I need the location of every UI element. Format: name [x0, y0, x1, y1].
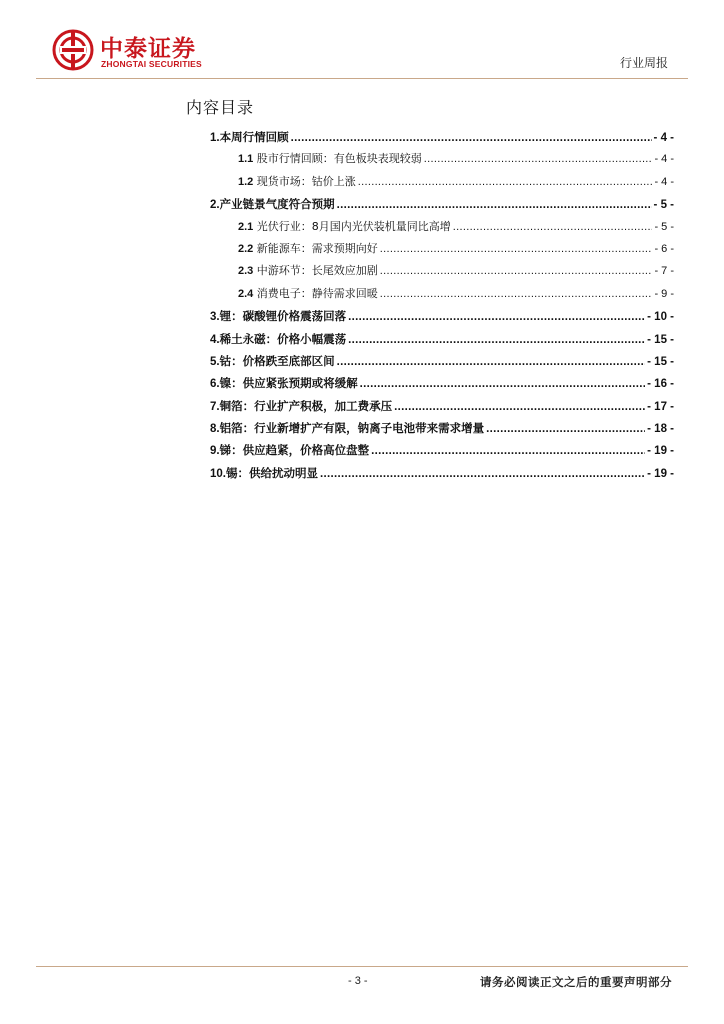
- footer-divider: [36, 966, 688, 967]
- brand-name-cn: 中泰证券: [100, 36, 196, 62]
- toc-item-page: - 4 -: [654, 153, 674, 166]
- toc-item-2-4[interactable]: [210, 283, 674, 305]
- toc-leader-dots: [291, 127, 652, 149]
- toc-item-page: - 7 -: [654, 265, 674, 278]
- toc-item-number: 2.: [210, 199, 220, 212]
- toc-item-page: - 6 -: [654, 242, 674, 255]
- toc-item-number: 9.: [210, 445, 220, 458]
- toc-item-2-2[interactable]: [210, 238, 674, 260]
- toc-item-page: - 9 -: [654, 287, 674, 300]
- toc-item-2-1[interactable]: [210, 216, 674, 238]
- toc-leader-dots: [380, 260, 653, 282]
- toc-item-label: 锡：供给扰动明显: [226, 465, 318, 480]
- toc-leader-dots: [358, 171, 653, 193]
- toc-item-4[interactable]: [210, 328, 674, 350]
- toc-item-page: - 15 -: [647, 333, 674, 346]
- toc-item-6[interactable]: [210, 372, 674, 394]
- toc-item-page: - 4 -: [654, 175, 674, 188]
- toc-item-3[interactable]: [210, 305, 674, 327]
- toc-leader-dots: [348, 329, 645, 351]
- table-of-contents: [210, 126, 674, 484]
- zhongtai-logo-icon: [52, 29, 94, 71]
- toc-item-10[interactable]: [210, 462, 674, 484]
- toc-item-number: 2.4: [238, 287, 254, 300]
- toc-item-page: - 5 -: [653, 199, 674, 212]
- footer-disclaimer-notice: 请务必阅读正文之后的重要声明部分: [480, 975, 672, 989]
- toc-leader-dots: [337, 351, 646, 373]
- page-header: [0, 0, 724, 80]
- toc-item-label: 锂：碳酸锂价格震荡回落: [219, 309, 347, 324]
- toc-item-page: - 4 -: [653, 132, 674, 144]
- toc-item-8[interactable]: [210, 417, 674, 439]
- toc-item-label: 镍：供应紧张预期或将缓解: [219, 376, 358, 391]
- toc-item-page: - 15 -: [647, 355, 674, 368]
- toc-item-page: - 10 -: [647, 311, 674, 324]
- toc-item-page: - 17 -: [647, 400, 674, 413]
- toc-leader-dots: [337, 194, 652, 216]
- footer-page-number: - 3 -: [348, 975, 368, 987]
- toc-leader-dots: [320, 463, 645, 485]
- toc-item-2-3[interactable]: [210, 260, 674, 282]
- toc-item-label: 锑：供应趋紧，价格高位盘整: [219, 443, 370, 458]
- toc-item-page: - 16 -: [647, 378, 674, 391]
- toc-item-label: 产业链景气度符合预期: [219, 197, 335, 212]
- toc-item-1[interactable]: [210, 126, 674, 148]
- toc-item-page: - 19 -: [647, 445, 674, 458]
- toc-leader-dots: [371, 440, 645, 462]
- toc-item-number: 10.: [210, 467, 226, 480]
- toc-item-number: 1.1: [238, 153, 254, 166]
- toc-leader-dots: [360, 373, 646, 395]
- toc-item-number: 2.3: [238, 265, 254, 278]
- toc-item-9[interactable]: [210, 439, 674, 461]
- toc-item-number: 7.: [210, 400, 220, 413]
- toc-item-7[interactable]: [210, 395, 674, 417]
- toc-item-label: 现货市场：钴价上涨: [256, 174, 356, 188]
- toc-title: 内容目录: [186, 98, 255, 117]
- toc-item-page: - 5 -: [654, 220, 674, 233]
- toc-item-number: 5.: [210, 355, 220, 368]
- toc-item-label: 消费电子：静待需求回暖: [256, 286, 378, 300]
- toc-item-number: 6.: [210, 378, 220, 391]
- toc-item-1-1[interactable]: [210, 148, 674, 170]
- toc-item-page: - 19 -: [647, 467, 674, 480]
- toc-item-label: 本周行情回顾: [219, 130, 289, 144]
- toc-item-number: 1.2: [238, 175, 254, 188]
- toc-item-number: 8.: [210, 423, 220, 436]
- toc-item-label: 中游环节：长尾效应加剧: [256, 264, 378, 278]
- toc-item-label: 铝箔：行业新增扩产有限，钠离子电池带来需求增量: [219, 421, 485, 436]
- toc-item-number: 2.1: [238, 220, 254, 233]
- brand-name-en: ZHONGTAI SECURITIES: [101, 59, 202, 69]
- toc-item-label: 铜箔：行业扩产积极，加工费承压: [219, 398, 393, 413]
- toc-leader-dots: [348, 306, 645, 328]
- toc-item-page: - 18 -: [647, 423, 674, 436]
- report-type-label: 行业周报: [619, 56, 668, 70]
- toc-item-label: 新能源车：需求预期向好: [256, 241, 378, 255]
- toc-leader-dots: [394, 396, 645, 418]
- toc-item-number: 4.: [210, 333, 220, 346]
- toc-item-2[interactable]: [210, 193, 674, 215]
- toc-leader-dots: [380, 238, 653, 260]
- header-divider: [36, 78, 688, 79]
- toc-item-label: 钴：价格跌至底部区间: [219, 353, 335, 368]
- toc-item-label: 股市行情回顾：有色板块表现较弱: [256, 152, 422, 166]
- toc-item-number: 3.: [210, 311, 220, 324]
- toc-leader-dots: [453, 216, 653, 238]
- toc-item-number: 2.2: [238, 242, 254, 255]
- toc-item-1-2[interactable]: [210, 171, 674, 193]
- toc-item-label: 稀土永磁：价格小幅震荡: [219, 331, 347, 346]
- toc-item-number: 1.: [210, 132, 220, 144]
- toc-item-label: 光伏行业：8月国内光伏装机量同比高增: [256, 219, 451, 233]
- toc-leader-dots: [380, 283, 653, 305]
- toc-leader-dots: [424, 148, 653, 170]
- toc-item-5[interactable]: [210, 350, 674, 372]
- toc-leader-dots: [486, 418, 645, 440]
